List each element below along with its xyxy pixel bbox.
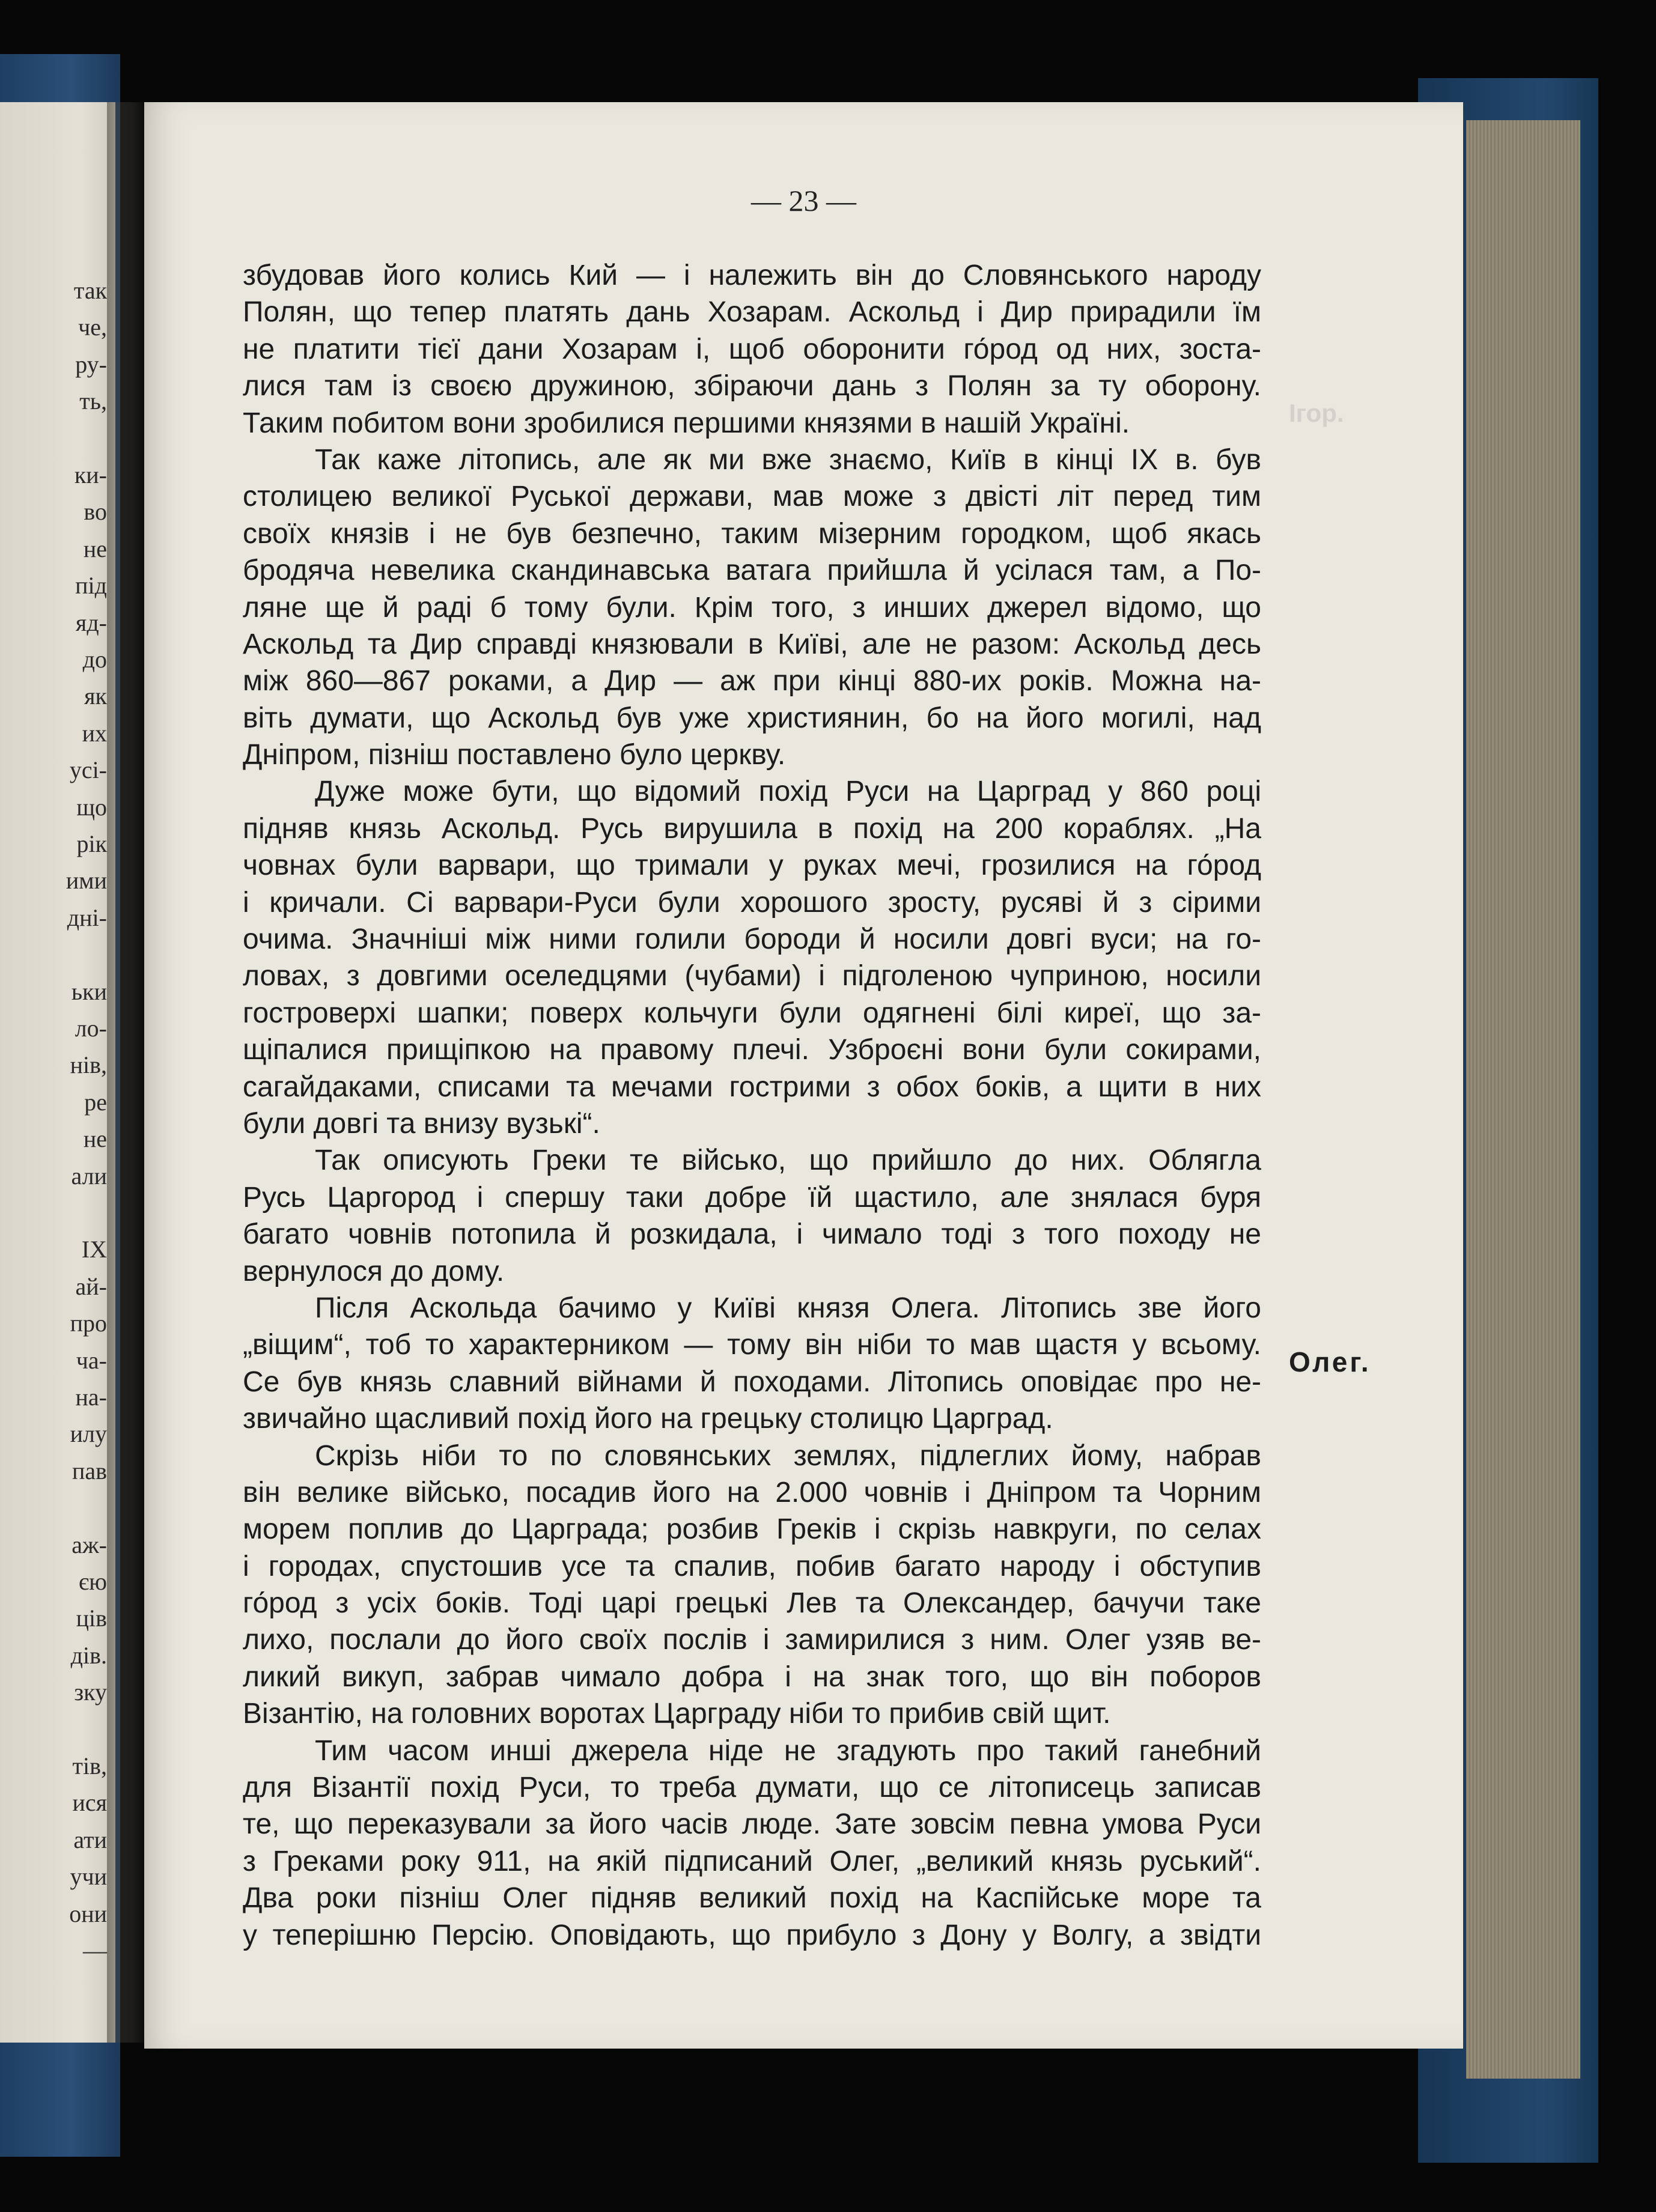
previous-page-fragment: ру- xyxy=(75,350,107,378)
gutter-shadow xyxy=(107,102,149,2043)
text-line: для Візантії похід Руси, то треба думати, що се літописець записав xyxy=(243,1772,1261,1804)
text-line: і кричали. Сі варвари-Руси були хорошого зросту, русяві й з сірими xyxy=(243,886,1261,919)
text-line: своїх князів і не був безпечно, таким мізерним городком, щоб якась xyxy=(243,517,1261,550)
text-line: не платити тієї дани Хозарам і, щоб оборонити го́род од них, зоста- xyxy=(243,333,1261,365)
page-block-edge xyxy=(1466,120,1580,2079)
text-line: Таким побитом вони зробилися першими князями в нашій Україні. xyxy=(243,407,1130,439)
text-line: Дуже може бути, що відомий похід Руси на Царград у 860 році xyxy=(315,776,1261,808)
previous-page-fragment: во xyxy=(84,498,107,526)
text-line: те, що переказували за його часів люде. Зате зовсім певна умова Руси xyxy=(243,1808,1261,1841)
margin-note-oleg: Олег. xyxy=(1289,1346,1371,1378)
text-line: Аскольд та Дир справді князювали в Київі, але не разом: Аскольд десь xyxy=(243,628,1261,660)
previous-page-fragment: IX xyxy=(81,1236,107,1263)
previous-page-fragment: пав xyxy=(72,1457,107,1484)
previous-page-fragment: аж- xyxy=(72,1531,107,1558)
text-line: гостроверхі шапки; поверх кольчуги були одягнені білі киреї, що за- xyxy=(243,997,1261,1029)
previous-page-fragment: тів, xyxy=(72,1752,107,1779)
previous-page-fragment: не xyxy=(83,535,107,562)
previous-page-fragment: они xyxy=(69,1900,107,1927)
text-line: лися там із своєю дружиною, збіраючи дань з Полян за ту оборону. xyxy=(243,370,1261,403)
previous-page-fragment: ки- xyxy=(74,461,107,488)
previous-page-fragment: их xyxy=(82,719,107,747)
text-line: сагайдаками, списами та мечами гострими з обох боків, а щити в них xyxy=(243,1071,1261,1103)
previous-page-fragment: ай- xyxy=(75,1272,107,1300)
book-page xyxy=(144,102,1463,2049)
previous-page-fragment: ати xyxy=(73,1826,107,1853)
text-line: ловах, з довгими оселедцями (чубами) і підголеною чуприною, носили xyxy=(243,960,1261,992)
previous-page-fragment: али xyxy=(71,1162,107,1190)
text-line: Скрізь ніби то по словянських землях, підлеглих йому, набрав xyxy=(315,1439,1261,1472)
text-line: збудовав його колись Кий — і належить він до Словянського народу xyxy=(243,260,1261,291)
text-line: між 860—867 роками, а Дир — аж при кінці 880-их років. Можна на- xyxy=(243,665,1261,697)
text-line: бродяча невелика скандинавська ватага прийшла й усілася там, а По- xyxy=(243,555,1261,587)
previous-page-fragment: під xyxy=(75,572,107,600)
text-line: ляне ще й раді б тому були. Крім того, з инших джерел відомо, що xyxy=(243,591,1261,624)
previous-page-fragment: дні- xyxy=(67,904,107,931)
previous-page-fragment: єю xyxy=(78,1568,107,1595)
text-line: Так каже літопись, але як ми вже знаємо, Київ в кінці IX в. був xyxy=(315,443,1261,476)
previous-page-fragment: до xyxy=(82,646,107,673)
previous-page-fragment: ре xyxy=(84,1088,107,1116)
previous-page-fragment: — xyxy=(83,1937,107,1964)
previous-page-fragment: усі- xyxy=(69,756,107,784)
text-line: го́род з усіх боків. Тоді царі грецькі Лев та Олександер, бачучи таке xyxy=(243,1587,1261,1620)
text-line: Після Аскольда бачимо у Київі князя Олега. Літопись зве його xyxy=(315,1292,1261,1324)
text-line: Дніпром, пізніш поставлено було церкву. xyxy=(243,739,786,771)
text-line: віть думати, що Аскольд був уже християнин, бо на його могилі, над xyxy=(243,702,1261,734)
text-line: морем поплив до Царграда; розбив Греків і скрізь навкруги, по селах xyxy=(243,1513,1261,1546)
previous-page-fragment: ьки xyxy=(71,977,107,1005)
previous-page-fragment: так xyxy=(73,277,107,304)
previous-page-fragment: про xyxy=(70,1310,107,1337)
text-line: у теперішню Персію. Оповідають, що прибуло з Дону у Волгу, а звідти xyxy=(243,1919,1261,1951)
previous-page-fragment: як xyxy=(84,682,107,710)
text-line: звичайно щасливий похід його на грецьку столицю Царград. xyxy=(243,1403,1053,1435)
text-line: Візантію, на головних воротах Царграду ніби то прибив свій щит. xyxy=(243,1698,1111,1730)
text-line: підняв князь Аскольд. Русь вирушила в похід на 200 кораблях. „На xyxy=(243,812,1261,845)
text-line: щіпалися прищіпкою на правому плечі. Узброєні вони були сокирами, xyxy=(243,1034,1261,1066)
text-line: очима. Значніші між ними голили бороди й носили довгі вуси; на го- xyxy=(243,923,1261,956)
previous-page-fragment: учи xyxy=(70,1863,107,1891)
previous-page-fragment: нів, xyxy=(70,1051,107,1079)
text-line: „віщим“, тоб то характерником — тому він ніби то мав щастя у всьому. xyxy=(243,1329,1261,1361)
previous-page-fragment: ча- xyxy=(76,1346,107,1374)
text-line: з Греками року 911, на якій підписаний Олег, „великий князь руський“. xyxy=(243,1845,1261,1877)
previous-page-fragment: яд- xyxy=(75,609,107,636)
previous-page-fragment: рік xyxy=(76,830,107,857)
text-line: багато човнів потопила й розкидала, і чимало тоді з того походу не xyxy=(243,1218,1261,1251)
previous-page-fragment: дів. xyxy=(70,1641,107,1669)
previous-page-fragment: ися xyxy=(72,1789,107,1817)
previous-page-fragment: на- xyxy=(75,1384,107,1411)
text-line: човнах були варвари, що тримали у руках мечі, грозилися на го́род xyxy=(243,849,1261,882)
text-line: ликий викуп, забрав чимало добра і на знак того, що він поборов xyxy=(243,1661,1261,1693)
text-line: були довгі та внизу вузькі“. xyxy=(243,1107,600,1140)
text-line: лихо, послали до його своїх послів і замирилися з ним. Олег узяв ве- xyxy=(243,1624,1261,1656)
text-line: Русь Царгород і спершу таки добре їй щастило, але знялася буря xyxy=(243,1181,1261,1214)
previous-page-fragment: илу xyxy=(70,1420,107,1448)
previous-page-edge xyxy=(0,102,115,2043)
text-line: столицею великої Руської держави, мав може з двісті літ перед тим xyxy=(243,481,1261,513)
previous-page-fragment: ими xyxy=(65,867,107,895)
bleed-through-margin-note: Ігор. xyxy=(1289,399,1344,427)
text-line: Тим часом инші джерела ніде не згадують про такий ганебний xyxy=(315,1734,1261,1767)
page-number: — 23 — xyxy=(751,184,856,217)
previous-page-fragment: ть, xyxy=(79,387,107,415)
previous-page-fragment: че, xyxy=(78,314,107,341)
previous-page-fragment: ло- xyxy=(75,1015,107,1042)
previous-page-fragment: ців xyxy=(76,1605,107,1632)
previous-page-fragment: зку xyxy=(74,1679,107,1706)
text-line: і городах, спустошив усе та спалив, побив багато народу і обступив xyxy=(243,1550,1261,1582)
text-line: він велике військо, посадив його на 2.000 човнів і Дніпром та Чорним xyxy=(243,1476,1261,1509)
previous-page-fragment: не xyxy=(83,1125,107,1153)
text-line: Полян, що тепер платять дань Хозарам. Аскольд і Дир прирадили їм xyxy=(243,296,1261,329)
text-line: Два роки пізніш Олег підняв великий похід на Каспійське море та xyxy=(243,1882,1261,1915)
text-line: Се був князь славний війнами й походами. Літопись оповідає про не- xyxy=(243,1366,1261,1398)
text-line: вернулося до дому. xyxy=(243,1255,505,1287)
text-line: Так описують Греки те військо, що прийшло до них. Облягла xyxy=(315,1144,1261,1177)
page-body-text xyxy=(243,257,1261,1954)
previous-page-fragment: що xyxy=(76,793,107,821)
